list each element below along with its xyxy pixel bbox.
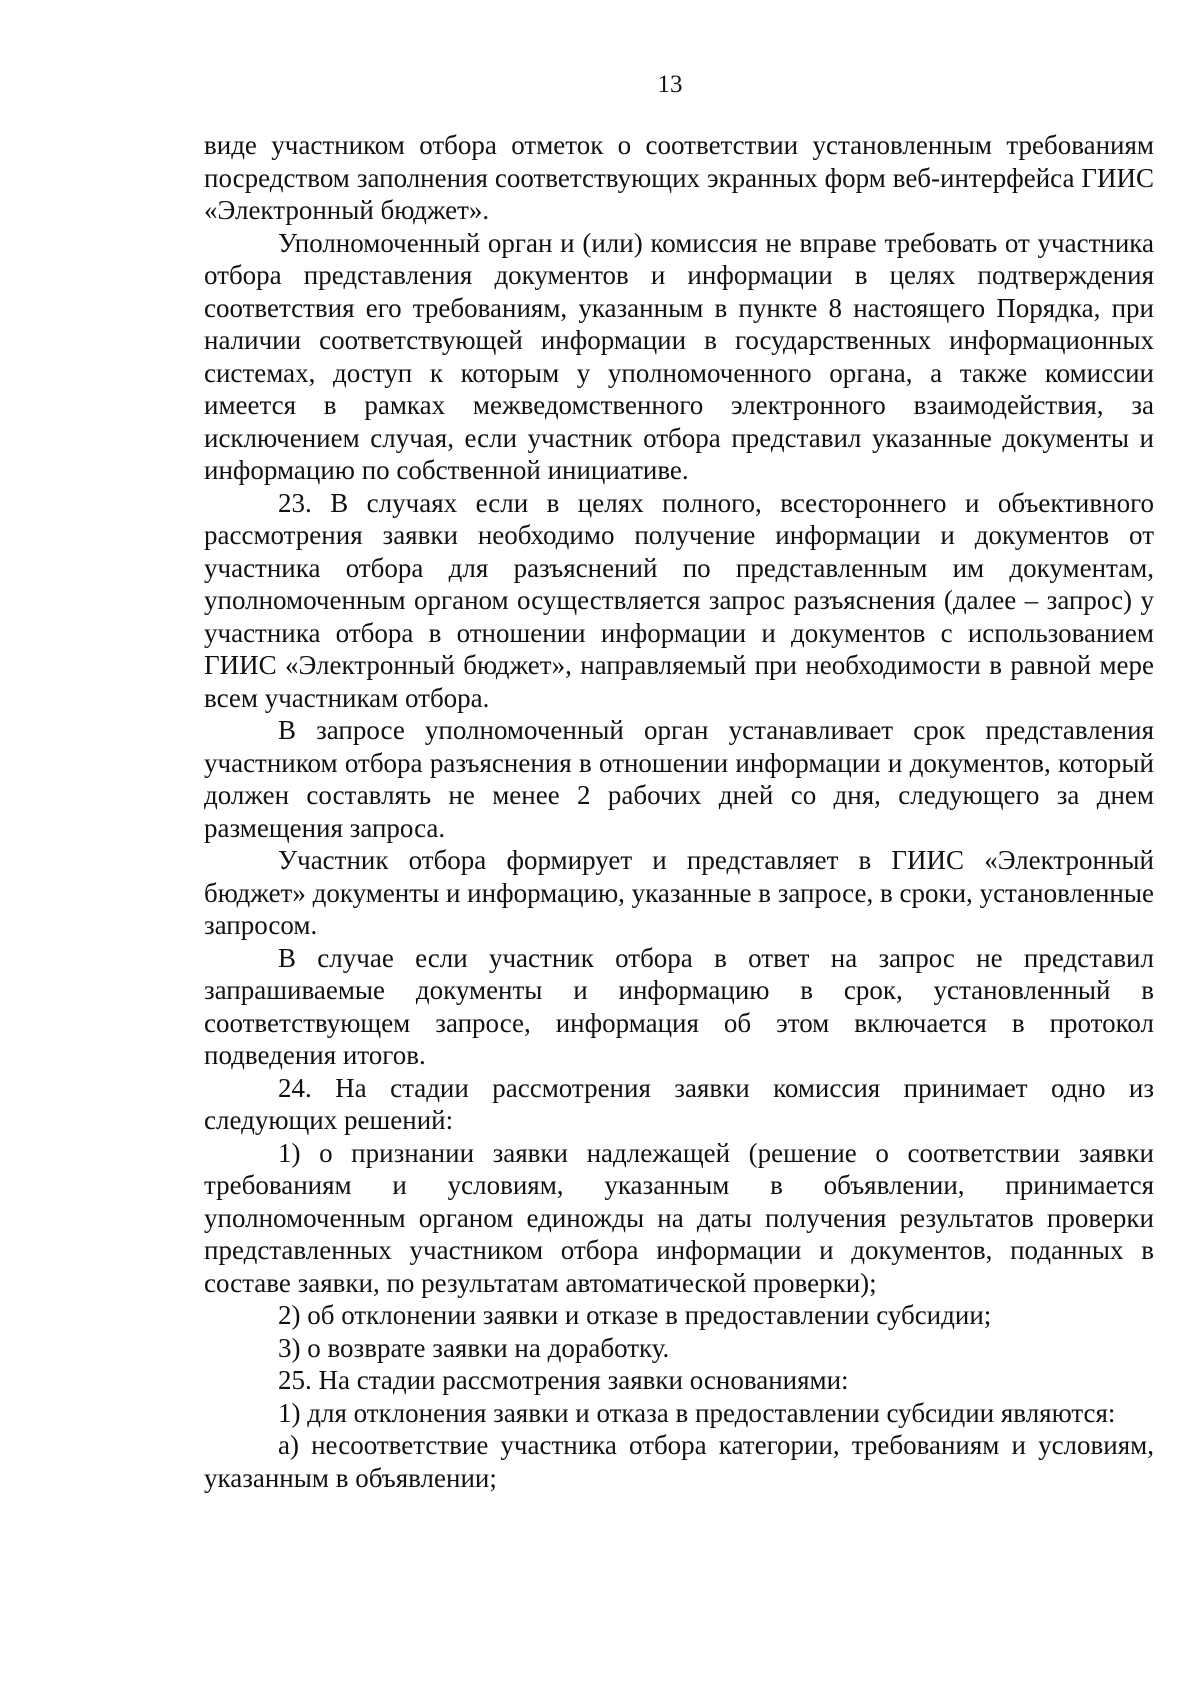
list-item-grounds-1: 1) для отклонения заявки и отказа в предоставлении субсидии являются: (278, 1397, 1116, 1428)
paragraph-continuation: виде участником отбора отметок о соответствии установленным требованиям посредством заполнения соответствующих экранных форм веб-интерфейса ГИИС «Электронный бюджет». (204, 130, 1154, 225)
document-body (204, 129, 1154, 1494)
list-item-decision-2: 2) об отклонении заявки и отказе в предоставлении субсидии; (278, 1300, 992, 1330)
paragraph-no-response: В случае если участник отбора в ответ на запрос не представил запрашиваемые документы и информацию в срок, установленный в соответствующем запросе, информация об этом включается в протокол подведения итогов. (204, 942, 1154, 1070)
list-item-decision-1: 1) о признании заявки надлежащей (решение о соответствии заявки требованиям и условиям, указанным в объявлении, принимается уполномоченным органом единожды на даты получения результатов проверки представленных участником отбора информации и документов, поданных в составе заявки, по результатам автоматической проверки); (204, 1137, 1154, 1298)
list-item-grounds-1a: а) несоответствие участника отбора категории, требованиям и условиям, указанным в объявлении; (204, 1430, 1154, 1493)
page-number: 13 (657, 71, 683, 98)
paragraph-authority-restriction: Уполномоченный орган и (или) комиссия не вправе требовать от участника отбора представления документов и информации в целях подтверждения соответствия его требованиям, указанным в пункте 8 настоящего Порядка, при наличии соответствующей информации в государственных информационных системах, доступ к которым у уполномоченного органа, а также комиссии имеется в рамках межведомственного электронного взаимодействия, за исключением случая, если участник отбора представил указанные документы и информацию по собственной инициативе. (204, 227, 1154, 485)
paragraph-clause-24: 24. На стадии рассмотрения заявки комиссия принимает одно из следующих решений: (204, 1072, 1154, 1135)
paragraph-participant-response: Участник отбора формирует и представляет в ГИИС «Электронный бюджет» документы и информацию, указанные в запросе, в сроки, установленные запросом. (204, 845, 1154, 940)
paragraph-request-deadline: В запросе уполномоченный орган устанавливает срок представления участником отбора разъяснения в отношении информации и документов, который должен составлять не менее 2 рабочих дней со дня, следующего за днем размещения запроса. (204, 715, 1154, 843)
list-item-decision-3: 3) о возврате заявки на доработку. (278, 1332, 670, 1363)
paragraph-clause-25: 25. На стадии рассмотрения заявки основаниями: (278, 1365, 849, 1395)
paragraph-clause-23: 23. В случаях если в целях полного, всестороннего и объективного рассмотрения заявки необходимо получение информации и документов от участника отбора для разъяснений по представленным им документам, уполномоченным органом осуществляется запрос разъяснения (далее – запрос) у участника отбора в отношении информации и документов с использованием ГИИС «Электронный бюджет», направляемый при необходимости в равной мере всем участникам отбора. (204, 487, 1154, 713)
